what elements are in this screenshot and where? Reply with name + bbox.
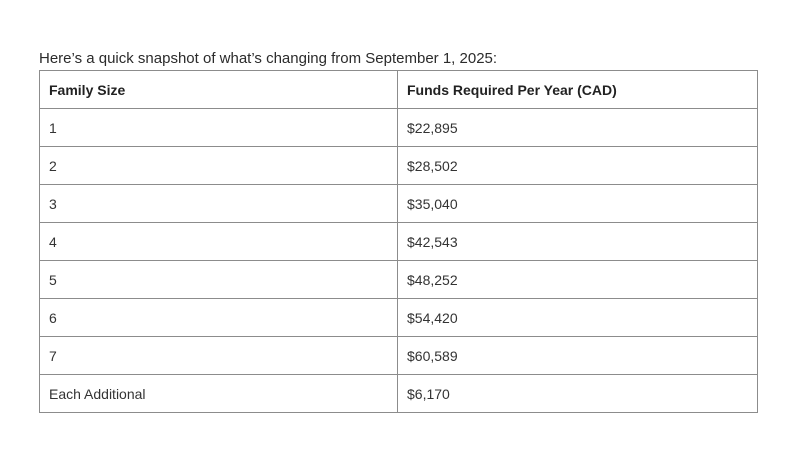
table-row [40, 185, 758, 223]
column-header-funds-required: Funds Required Per Year (CAD) [398, 71, 758, 109]
funds-required-cell: $54,420 [398, 299, 758, 337]
funds-required-table [39, 70, 758, 413]
funds-required-cell: $60,589 [398, 337, 758, 375]
table-row [40, 109, 758, 147]
table-row [40, 299, 758, 337]
funds-required-cell: $42,543 [398, 223, 758, 261]
funds-required-cell: $6,170 [398, 375, 758, 413]
funds-required-cell: $48,252 [398, 261, 758, 299]
column-header-family-size: Family Size [40, 71, 398, 109]
funds-required-cell: $22,895 [398, 109, 758, 147]
family-size-cell: 5 [40, 261, 398, 299]
family-size-cell: 3 [40, 185, 398, 223]
table-row [40, 375, 758, 413]
family-size-cell: 7 [40, 337, 398, 375]
table-row [40, 337, 758, 375]
funds-required-cell: $35,040 [398, 185, 758, 223]
table-row [40, 223, 758, 261]
table-row [40, 147, 758, 185]
family-size-cell: 1 [40, 109, 398, 147]
table-row [40, 261, 758, 299]
table-header-row [40, 71, 758, 109]
family-size-cell: Each Additional [40, 375, 398, 413]
family-size-cell: 6 [40, 299, 398, 337]
family-size-cell: 4 [40, 223, 398, 261]
family-size-cell: 2 [40, 147, 398, 185]
funds-required-cell: $28,502 [398, 147, 758, 185]
intro-text: Here’s a quick snapshot of what’s changing from September 1, 2025: [39, 50, 498, 67]
